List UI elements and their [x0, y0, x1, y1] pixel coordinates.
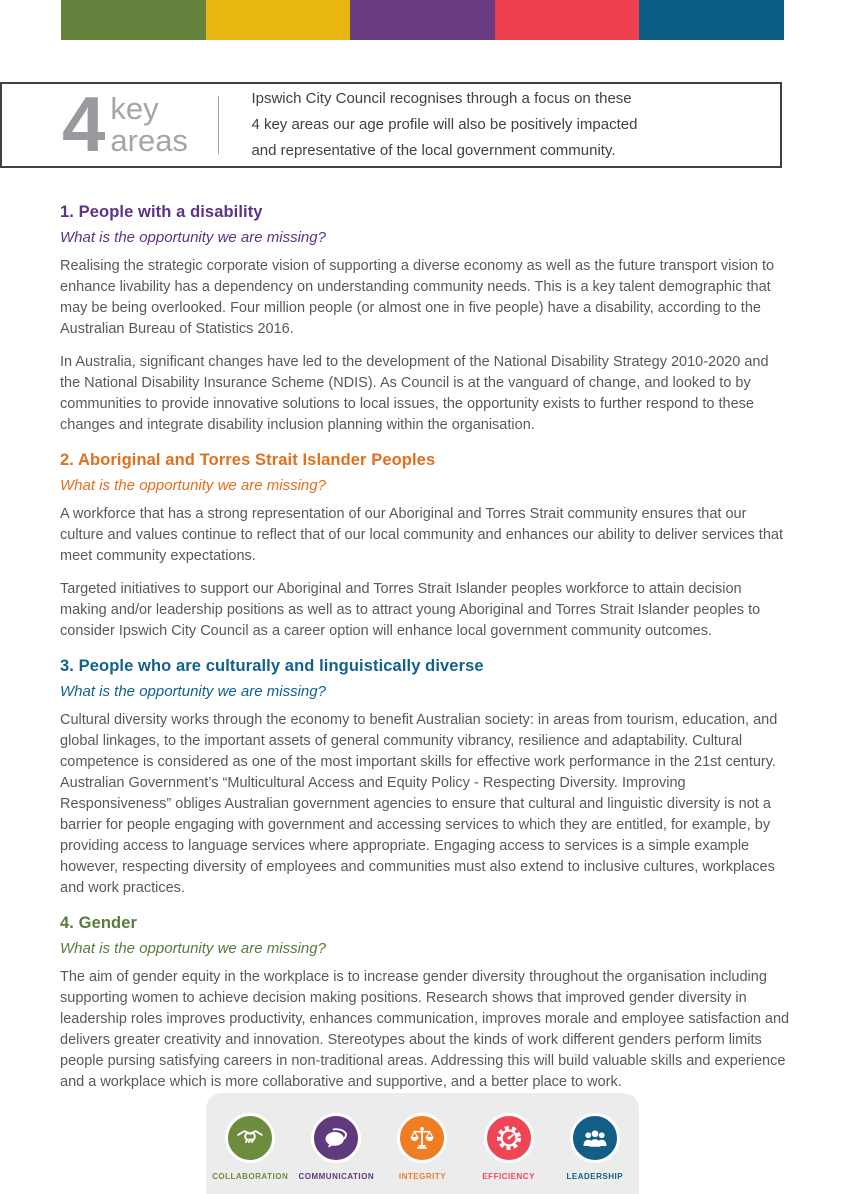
value-label: INTEGRITY [398, 1172, 447, 1181]
people-icon [570, 1113, 620, 1163]
color-bar-segment-red [495, 0, 640, 40]
value-item-efficiency [467, 1113, 551, 1181]
section-heading: 1. People with a disability [60, 203, 263, 221]
value-item-communication [294, 1113, 378, 1181]
section-heading: 4. Gender [60, 914, 138, 932]
section-subheading: What is the opportunity we are missing? [60, 683, 326, 700]
section-gender [60, 912, 790, 1093]
values-footer [206, 1093, 639, 1194]
gear-icon [484, 1113, 534, 1163]
handshake-icon [225, 1113, 275, 1163]
section-paragraph: Targeted initiatives to support our Aboriginal and Torres Strait Islander peoples workforce to attain decision making and/or leadership positions as well as to attract young Aboriginal and Torres Strait Islander peoples to consider Ipswich City Council as a career option will enhance local government community outcomes. [60, 581, 761, 639]
section-paragraph: The aim of gender equity in the workplace is to increase gender diversity throughout the organisation including supporting women to achieve decision making positions. Research shows that improved gender diversity in leadership roles improves productivity, enhances communication, improves morale and employee satisfaction and delivers greater creativity and innovation. Stereotypes about the kinds of work different genders perform limits people pursing satisfying careers in non-traditional areas. Addressing this will build valuable skills and experience and a workplace which is more collaborative and supportive, and a better place to work. [60, 969, 790, 1090]
key-areas-number: 4 [62, 80, 103, 169]
header-description: Ipswich City Council recognises through a focus on these 4 key areas our age profile will also be positively impacted and representative of the local government community. [251, 90, 638, 159]
key-areas-label-line2: areas [110, 123, 188, 158]
value-label: LEADERSHIP [566, 1172, 624, 1181]
key-areas-label [110, 93, 188, 156]
section-subheading: What is the opportunity we are missing? [60, 229, 326, 246]
section-subheading: What is the opportunity we are missing? [60, 477, 326, 494]
color-bar-segment-green [61, 0, 206, 40]
section-paragraph: A workforce that has a strong representation of our Aboriginal and Torres Strait community ensures that our culture and values continue to reflect that of our local community and enhances our ability to deliver services that meet community expectations. [60, 506, 783, 564]
key-areas-label-line1: key [110, 91, 159, 127]
section-heading: 2. Aboriginal and Torres Strait Islander Peoples [60, 451, 436, 469]
header-divider [218, 96, 220, 154]
section-paragraph: In Australia, significant changes have led to the development of the National Disability Strategy 2010-2020 and the National Disability Insurance Scheme (NDIS). As Council is at the vanguard of change, and looked to by communities to provide innovative solutions to local issues, the opportunity exists to further respond to these changes and integrate disability inclusion planning within the organisation. [60, 354, 769, 433]
speech-bubbles-icon [311, 1113, 361, 1163]
scales-icon [397, 1113, 447, 1163]
value-label: COLLABORATION [212, 1172, 289, 1181]
page-body [60, 201, 790, 1106]
value-item-collaboration [208, 1113, 292, 1181]
value-label: EFFICIENCY [482, 1172, 535, 1181]
value-item-leadership [553, 1113, 637, 1181]
section-paragraph: Realising the strategic corporate vision of supporting a diverse economy as well as the future transport vision to enhance livability has a dependency on understanding community needs. This is a key talent demographic that may be being overlooked. Four million people (or almost one in five people) have a disability, according to the Australian Bureau of Statistics 2016. [60, 258, 775, 337]
section-paragraph: Cultural diversity works through the economy to benefit Australian society: in areas from tourism, education, and global linkages, to the important assets of general community vibrancy, resilience and adaptability. Cultural competence is considered as one of the most important skills for effective work performance in the 21st century. Australian Government’s “Multicultural Access and Equity Policy - Respecting Diversity. Improving Responsiveness” obliges Australian government agencies to ensure that cultural and linguistic diversity is not a barrier for people engaging with government and accessing services to which they are entitled, for example, by providing access to language services where appropriate. Engaging access to services is a simple example however, respecting diversity of employees and communities must also extend to inclusive cultures, workplaces and work practices. [60, 712, 778, 896]
section-culturally-diverse [60, 655, 790, 899]
section-heading: 3. People who are culturally and linguistically diverse [60, 657, 484, 675]
color-bar-segment-purple [350, 0, 495, 40]
section-disability [60, 201, 790, 436]
section-aboriginal-torres-strait [60, 449, 790, 642]
color-bar-segment-yellow [206, 0, 351, 40]
color-bar-segment-teal [639, 0, 784, 40]
section-subheading: What is the opportunity we are missing? [60, 940, 326, 957]
value-item-integrity [380, 1113, 464, 1181]
value-label: COMMUNICATION [298, 1172, 375, 1181]
key-areas-callout [0, 82, 782, 168]
top-color-bar [61, 0, 784, 40]
